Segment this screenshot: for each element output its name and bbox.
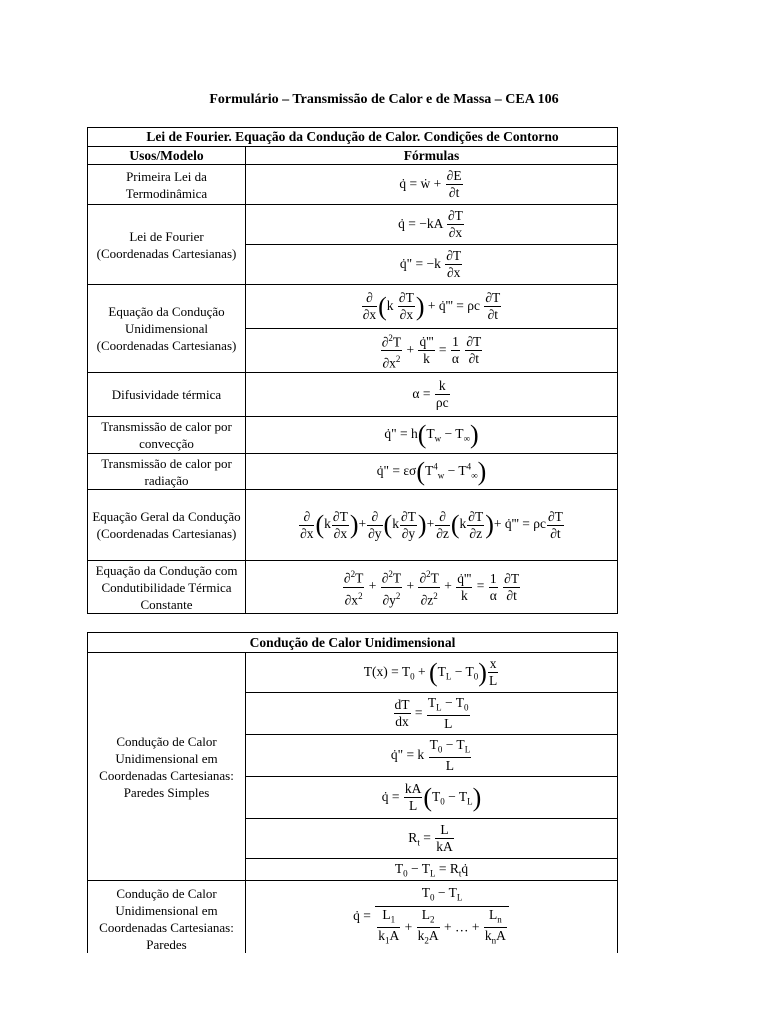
table-row bbox=[88, 205, 618, 245]
formula-resistance-relation: $T_0 - T_L$ = $R_tq̇$ bbox=[246, 859, 618, 881]
formula-conduction-1d-constant: $\frac{\partial^2T}{\partial x^2}$ + $\frac{q̇'''}{k}$ = $\frac{1}{\alpha}$ $\frac{\partial T}{\partial t}$ bbox=[246, 329, 618, 373]
page-title: Formulário – Transmissão de Calor e de Massa – CEA 106 bbox=[209, 92, 559, 107]
table-row bbox=[88, 881, 618, 954]
table-row bbox=[88, 561, 618, 614]
formula-thermal-resistance: $R_t$ = $\frac{L}{kA}$ bbox=[246, 819, 618, 859]
formula-convection: q̇" = $h(T_w - T_\infty)$ bbox=[246, 417, 618, 454]
table-row bbox=[88, 285, 618, 329]
table-row bbox=[88, 490, 618, 561]
row-use: Condução de Calor Unidimensional em Coordenadas Cartesianas: Paredes Simples bbox=[88, 653, 246, 881]
table-row bbox=[88, 417, 618, 454]
formula-radiation: q̇" = $\varepsilon\sigma(T^4_w - T^4_\infty)$ bbox=[246, 454, 618, 490]
formula-conduction-1d: ∂ ∂x (k $\frac{\partial T}{\partial x}$ ) + q̇''' = ρc $\frac{\partial T}{\partial t}$ bbox=[246, 285, 618, 329]
table-row bbox=[88, 373, 618, 417]
fourier-table bbox=[87, 127, 618, 614]
formula-heat-flux: q̇" = k $\frac{T_0 - T_L}{L}$ bbox=[246, 735, 618, 777]
row-use: Transmissão de calor por convecção bbox=[88, 417, 246, 454]
table-row bbox=[88, 454, 618, 490]
formula-constant-conductivity: $\frac{\partial^2T}{\partial x^2}$ + $\frac{\partial^2T}{\partial y^2}$ + $\frac{\partial^2T}{\partial z^2}$ + $\frac{q̇'''}{k}$ = $\frac{1}{\alpha}$ $\frac{\partial T}{\partial t}$ bbox=[246, 561, 618, 614]
row-use: Primeira Lei da Termodinâmica bbox=[88, 165, 246, 205]
table-title: Condução de Calor Unidimensional bbox=[88, 633, 618, 653]
column-header-formulas: Fórmulas bbox=[246, 147, 618, 165]
formula-diffusivity: α = $\frac{k}{\rho c}$ bbox=[246, 373, 618, 417]
table-title: Lei de Fourier. Equação da Condução de Calor. Condições de Contorno bbox=[88, 128, 618, 147]
formula-heat-rate: q̇ = $\frac{kA}{L}$ $(T_0 - T_L)$ bbox=[246, 777, 618, 819]
row-use: Equação da Condução Unidimensional (Coordenadas Cartesianas) bbox=[88, 285, 246, 373]
column-header-uses: Usos/Modelo bbox=[88, 147, 246, 165]
row-use: Condução de Calor Unidimensional em Coordenadas Cartesianas: Paredes bbox=[88, 881, 246, 954]
formula-fourier-q: q̇ = −kA $\frac{\partial T}{\partial x}$ bbox=[246, 205, 618, 245]
formula-gradient: $\frac{dT}{dx}$ = $\frac{T_L - T_0}{L}$ bbox=[246, 693, 618, 735]
table-row bbox=[88, 165, 618, 205]
formula-temperature-profile: $T(x) = T_0 + (T_L - T_0)$ $\frac{x}{L}$ bbox=[246, 653, 618, 693]
formula-fourier-flux: q̇" = −k $\frac{\partial T}{\partial x}$ bbox=[246, 245, 618, 285]
formula-composite-wall: q̇ = $T_0 - T_L$ $\frac{L_1}{k_1A}$ + $\frac{L_2}{k_2A}$ + … + $L_n$ $k_nA$ bbox=[246, 881, 618, 954]
row-use: Lei de Fourier (Coordenadas Cartesianas) bbox=[88, 205, 246, 285]
row-use: Transmissão de calor por radiação bbox=[88, 454, 246, 490]
row-use: Equação Geral da Condução (Coordenadas Cartesianas) bbox=[88, 490, 246, 561]
table-row bbox=[88, 653, 618, 693]
formula-first-law: q̇ = ẇ + $\frac{\partial E}{\partial t}$ bbox=[246, 165, 618, 205]
formula-general-conduction: ∂ ∂x (k $\frac{\partial T}{\partial x}$ )+ ∂ ∂y (k $\frac{\partial T}{\partial y}$ )+ ∂ ∂z (k $\frac{\partial T}{\partial z}$ )+ q̇''' = ρc $\frac{\partial T}{\partial t}$ bbox=[246, 490, 618, 561]
unidimensional-table bbox=[87, 632, 618, 953]
row-use: Equação da Condução com Condutibilidade Térmica Constante bbox=[88, 561, 246, 614]
row-use: Difusividade térmica bbox=[88, 373, 246, 417]
